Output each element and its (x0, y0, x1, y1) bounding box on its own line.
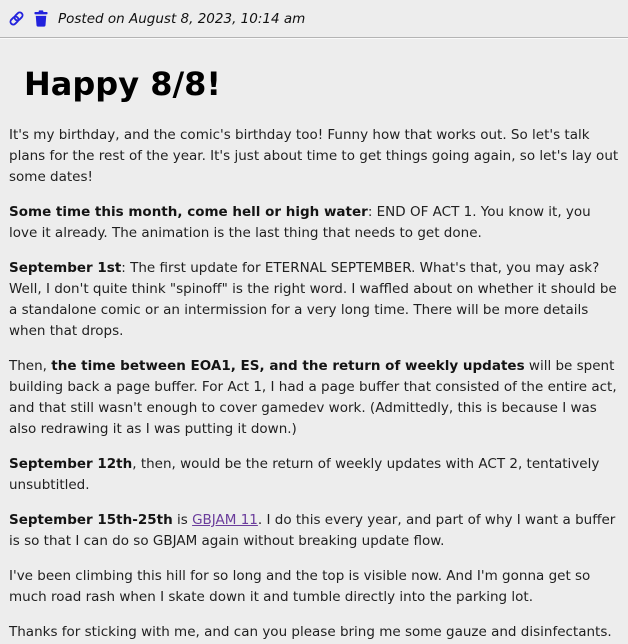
post-meta-bar (0, 0, 628, 33)
paragraph-intro (9, 125, 619, 188)
delete-post-icon[interactable] (32, 10, 49, 27)
text-segment: is (172, 512, 193, 528)
paragraph-september-1st (9, 258, 619, 342)
text-segment-bold: September 1st (9, 260, 122, 276)
paragraph-hill-climb (9, 566, 619, 608)
paragraph-thanks (9, 622, 619, 643)
post-body (0, 65, 628, 643)
paragraph-end-of-act1 (9, 202, 619, 244)
trash-icon (33, 10, 49, 27)
text-segment: will be spent building back a page buffer. For Act 1, I had a page buffer that consisted of the entire act, and that still wasn't enough to cover gamedev work. (Admittedly, this is because I was also redrawing it as I was putting it down.) (9, 358, 617, 437)
text-segment: Then, (9, 358, 52, 374)
post-date: Posted on August 8, 2023, 10:14 am (58, 10, 306, 27)
text-segment: Thanks for sticking with me, and can you please bring me some gauze and disinfectants. (9, 624, 612, 640)
permalink-icon[interactable] (8, 10, 25, 27)
text-segment: I've been climbing this hill for so long and the top is visible now. And I'm gonna get so much road rash when I skate down it and tumble directly into the parking lot. (9, 568, 591, 605)
paragraph-september-12th (9, 454, 619, 496)
text-segment-bold: September 12th (9, 456, 133, 472)
paragraph-page-buffer (9, 356, 619, 440)
paragraph-gbjam (9, 510, 619, 552)
text-segment-bold: September 15th-25th (9, 512, 173, 528)
post-title: Happy 8/8! (24, 65, 221, 103)
meta-divider (0, 37, 628, 39)
link-icon (8, 10, 25, 27)
gbjam-link[interactable]: GBJAM 11 (192, 512, 258, 528)
text-segment-bold: the time between EOA1, ES, and the return of weekly updates (51, 358, 525, 374)
text-segment: It's my birthday, and the comic's birthday too! Funny how that works out. So let's talk plans for the rest of the year. It's just about time to get things going again, so let's lay out some dates! (9, 127, 619, 185)
text-segment-bold: Some time this month, come hell or high water (9, 204, 368, 220)
text-segment: : END OF ACT 1. You know it, you love it already. The animation is the last thing that needs to get done. (9, 204, 591, 241)
text-segment: , then, would be the return of weekly updates with ACT 2, tentatively unsubtitled. (9, 456, 600, 493)
text-segment: : The first update for ETERNAL SEPTEMBER. What's that, you may ask? Well, I don't quite think "spinoff" is the right word. I waffled about on whether it should be a standalone comic or an intermission for a very long time. There will be more details when that drops. (9, 260, 617, 339)
text-segment: . I do this every year, and part of why I want a buffer is so that I can do so GBJAM again without breaking update flow. (9, 512, 616, 549)
